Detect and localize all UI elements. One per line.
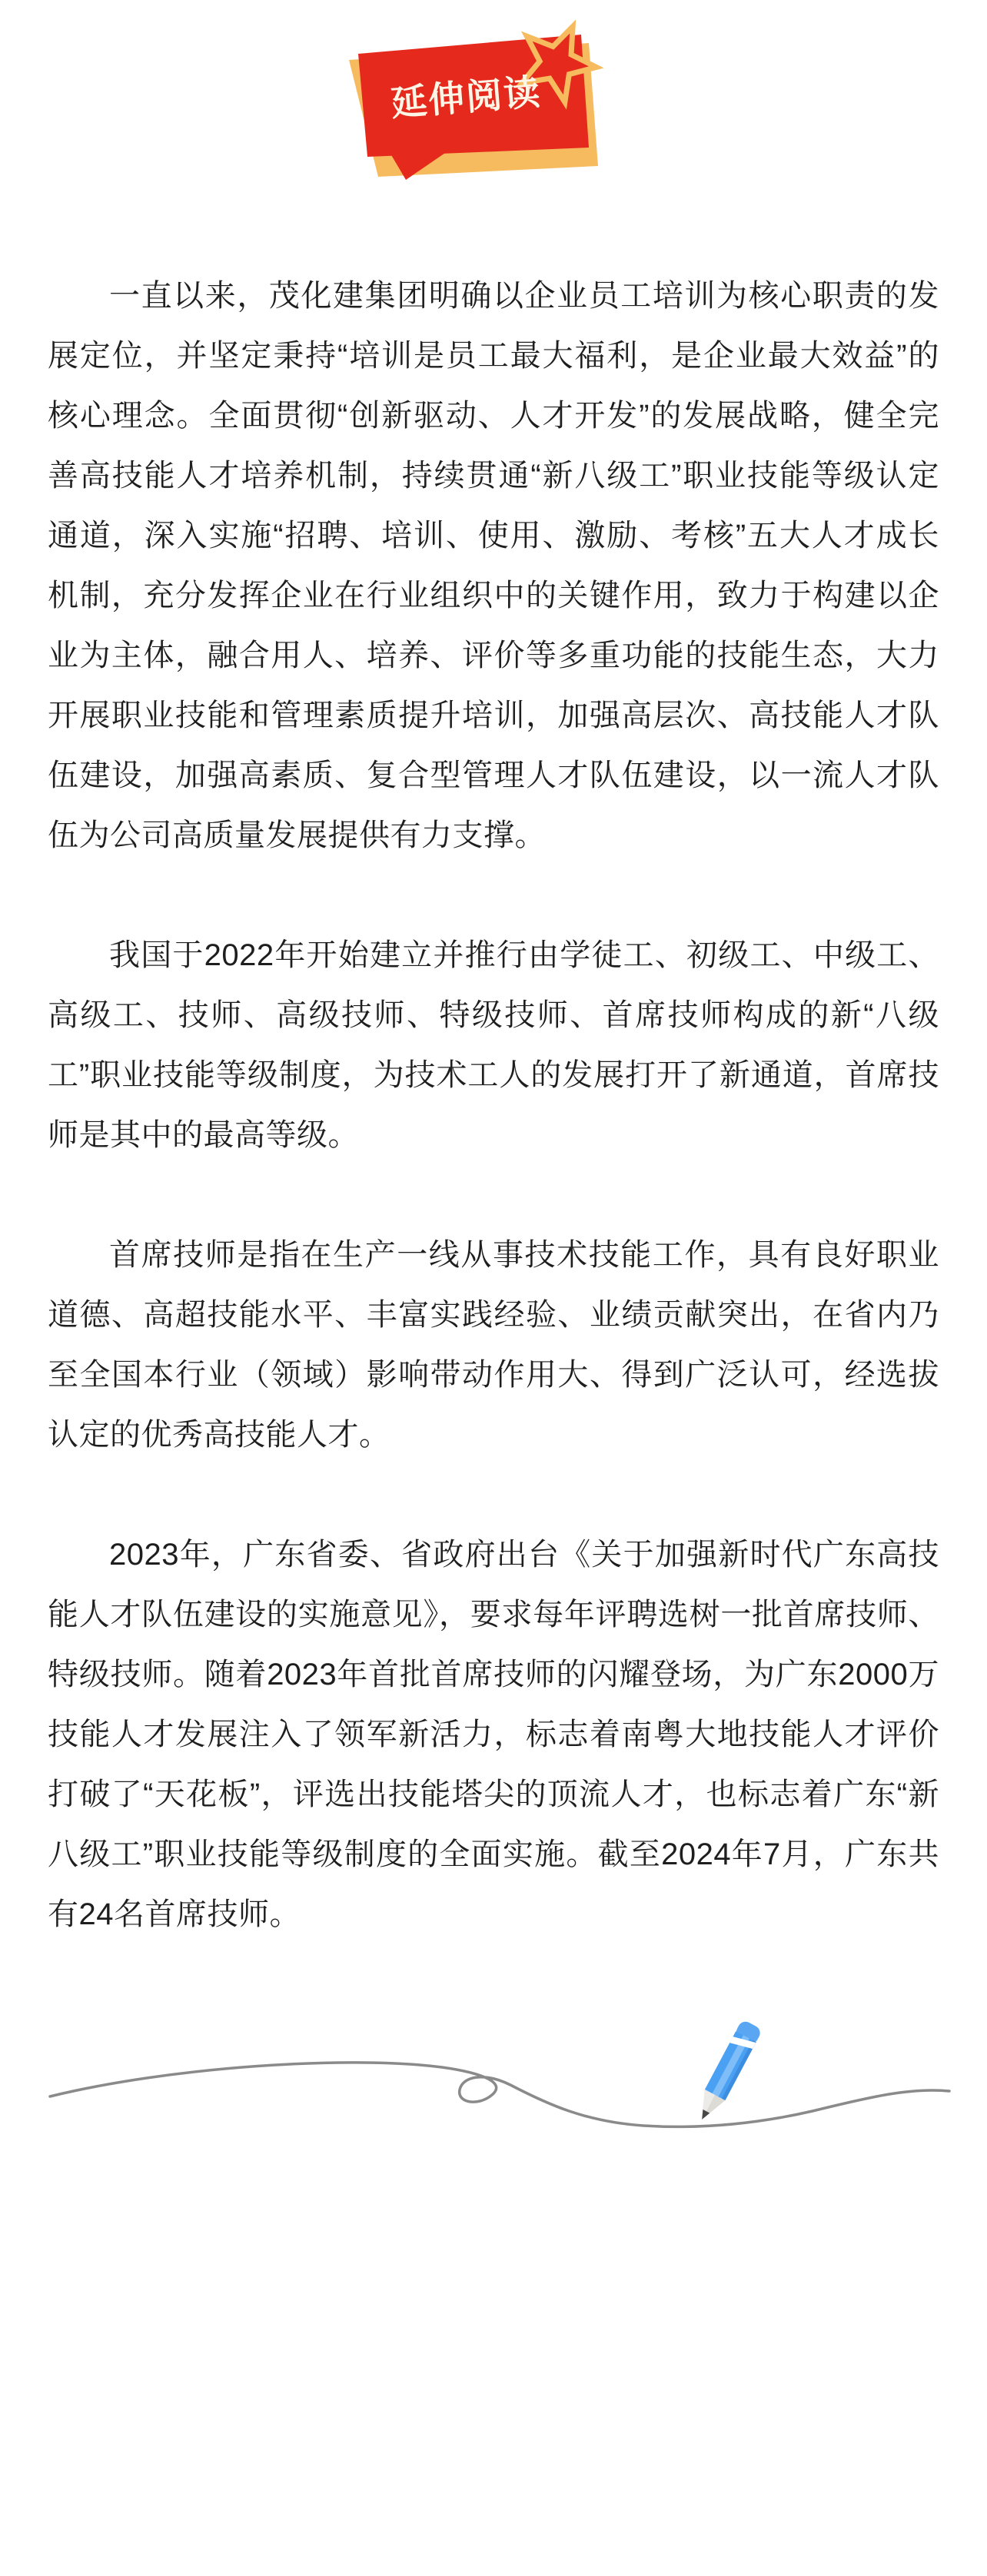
article-body xyxy=(0,186,987,1944)
footer-decoration xyxy=(0,2004,987,2206)
signature-line-graphic xyxy=(0,2004,987,2206)
paragraph-2: 我国于2022年开始建立并推行由学徒工、初级工、中级工、高级工、技师、高级技师、特级技师、首席技师构成的新“八级工”职业技能等级制度，为技术工人的发展打开了新通道，首席技师是其中的最高等级。 xyxy=(48,938,939,1152)
paragraph-4: 2023年，广东省委、省政府出台《关于加强新时代广东高技能人才队伍建设的实施意见》，要求每年评聘选树一批首席技师、特级技师。随着2023年首批首席技师的闪耀登场，为广东2000万技能人才发展注入了领军新活力，标志着南粤大地技能人才评价打破了“天花板”，评选出技能塔尖的顶流人才，也标志着广东“新八级工”职业技能等级制度的全面实施。截至2024年7月，广东共有24名首席技师。 xyxy=(48,1538,939,1931)
paragraph-3: 首席技师是指在生产一线从事技术技能工作，具有良好职业道德、高超技能水平、丰富实践经验、业绩贡献突出，在省内乃至全国本行业（领域）影响带动作用大、得到广泛认可，经选拔认定的优秀高技能人才。 xyxy=(48,1238,939,1452)
badge-label: 延伸阅读 xyxy=(389,71,543,124)
paragraph-1: 一直以来，茂化建集团明确以企业员工培训为核心职责的发展定位，并坚定秉持“培训是员工最大福利，是企业最大效益”的核心理念。全面贯彻“创新驱动、人才开发”的发展战略，健全完善高技能人才培养机制，持续贯通“新八级工”职业技能等级认定通道，深入实施“招聘、培训、使用、激励、考核”五大人才成长机制，充分发挥企业在行业组织中的关键作用，致力于构建以企业为主体，融合用人、培养、评价等多重功能的技能生态，大力开展职业技能和管理素质提升培训，加强高层次、高技能人才队伍建设，加强高素质、复合型管理人才队伍建设，以一流人才队伍为公司高质量发展提供有力支撑。 xyxy=(48,279,939,852)
pencil-icon xyxy=(692,2019,763,2125)
extended-reading-badge xyxy=(344,26,606,186)
signature-squiggle xyxy=(50,2063,949,2127)
